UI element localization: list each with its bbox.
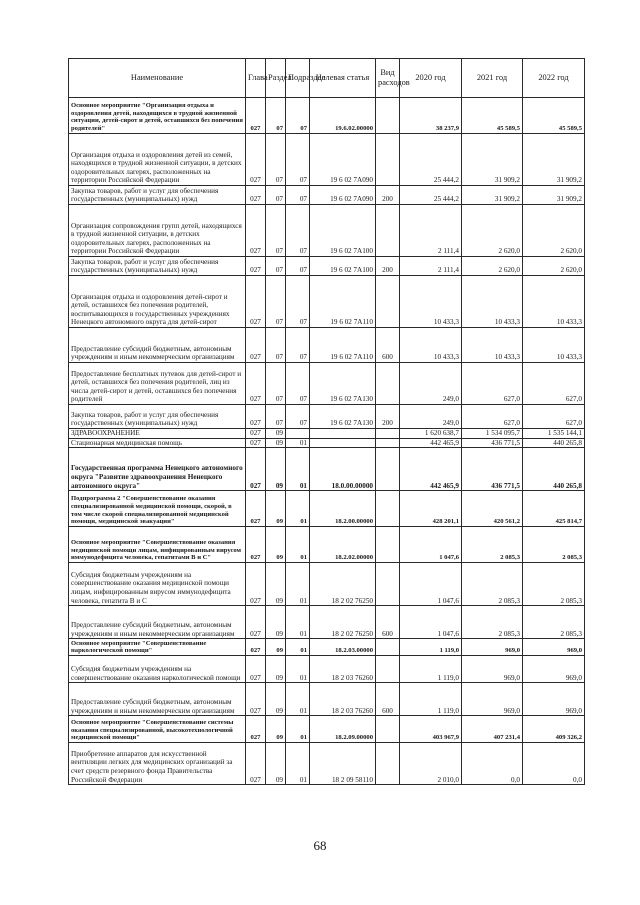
row-2021: 436 771,5 (462, 438, 523, 448)
row-name: Закупка товаров, работ и услуг для обеспечения государственных (муниципальных) нужд (69, 186, 246, 205)
row-2020: 2 111,4 (400, 205, 462, 257)
row-podrazdel: 07 (286, 328, 310, 363)
row-name: Основное мероприятие "Совершенствование системы оказания специализированной, высокотехнологичной медицинской помощи" (69, 716, 246, 743)
row-vid-rashodov (376, 205, 400, 257)
row-celevaya-statya: 19.6.02.00000 (310, 98, 376, 134)
row-2022: 1 535 144,1 (523, 429, 585, 439)
row-2021: 2 620,0 (462, 257, 523, 276)
row-podrazdel: 01 (286, 743, 310, 785)
row-2022: 2 085,3 (523, 527, 585, 563)
row-vid-rashodov (376, 98, 400, 134)
row-podrazdel: 01 (286, 716, 310, 743)
header-vid-rashodov: Вид расходов (376, 59, 400, 98)
row-celevaya-statya: 18.2.00.00000 (310, 491, 376, 527)
row-glava: 027 (246, 683, 266, 716)
row-celevaya-statya: 18 2 03 76260 (310, 656, 376, 683)
row-podrazdel: 07 (286, 363, 310, 405)
row-2022: 425 814,7 (523, 491, 585, 527)
row-vid-rashodov (376, 743, 400, 785)
row-vid-rashodov (376, 527, 400, 563)
row-2020: 249,0 (400, 363, 462, 405)
row-name: Субсидия бюджетным учреждениям на совершенствование оказания медицинской помощи лицам, инфицированным вирусом иммунодефицита человека, гепатита В и С (69, 563, 246, 606)
row-glava: 027 (246, 639, 266, 656)
row-celevaya-statya: 19 6 02 7А110 (310, 276, 376, 328)
row-name: Приобретение аппаратов для искусственной вентиляции легких для медицинских организаций за счет средств резервного фонда Правительства Российской Федерации (69, 743, 246, 785)
row-razdel: 07 (266, 98, 286, 134)
table-row (69, 438, 585, 448)
row-celevaya-statya: 19 6 02 7А130 (310, 363, 376, 405)
row-celevaya-statya: 19 6 02 7А100 (310, 205, 376, 257)
row-razdel: 09 (266, 639, 286, 656)
row-razdel: 07 (266, 328, 286, 363)
row-razdel: 09 (266, 656, 286, 683)
table-row (69, 743, 585, 785)
row-vid-rashodov (376, 429, 400, 439)
row-vid-rashodov: 200 (376, 405, 400, 429)
row-2020: 442 465,9 (400, 448, 462, 491)
row-2021: 31 909,2 (462, 134, 523, 186)
row-name: Закупка товаров, работ и услуг для обеспечения государственных (муниципальных) нужд (69, 405, 246, 429)
row-celevaya-statya: 19 6 02 7А100 (310, 257, 376, 276)
row-2022: 969,0 (523, 683, 585, 716)
table-row (69, 563, 585, 606)
row-2022: 10 433,3 (523, 276, 585, 328)
row-2021: 627,0 (462, 363, 523, 405)
row-2021: 969,0 (462, 656, 523, 683)
header-glava: Глава (246, 59, 266, 98)
row-podrazdel: 07 (286, 98, 310, 134)
row-podrazdel: 07 (286, 257, 310, 276)
row-2020: 403 967,9 (400, 716, 462, 743)
row-2021: 1 534 095,7 (462, 429, 523, 439)
row-celevaya-statya: 18.2.03.00000 (310, 639, 376, 656)
row-2022: 0,0 (523, 743, 585, 785)
row-2022: 45 589,5 (523, 98, 585, 134)
row-2020: 10 433,3 (400, 328, 462, 363)
row-vid-rashodov (376, 656, 400, 683)
row-2022: 440 265,8 (523, 438, 585, 448)
row-razdel: 09 (266, 527, 286, 563)
row-2021: 2 620,0 (462, 205, 523, 257)
table-row (69, 257, 585, 276)
table-row (69, 491, 585, 527)
row-razdel: 09 (266, 438, 286, 448)
row-podrazdel: 07 (286, 186, 310, 205)
row-celevaya-statya: 18.2.09.00000 (310, 716, 376, 743)
budget-table (68, 58, 585, 785)
row-razdel: 07 (266, 257, 286, 276)
header-2020: 2020 год (400, 59, 462, 98)
row-vid-rashodov: 600 (376, 606, 400, 639)
row-vid-rashodov (376, 448, 400, 491)
row-2020: 10 433,3 (400, 276, 462, 328)
row-glava: 027 (246, 527, 266, 563)
row-2020: 2 010,0 (400, 743, 462, 785)
table-row (69, 527, 585, 563)
row-2021: 420 561,2 (462, 491, 523, 527)
row-2022: 409 326,2 (523, 716, 585, 743)
table-row (69, 639, 585, 656)
row-celevaya-statya (310, 429, 376, 439)
table-row (69, 328, 585, 363)
row-name: Основное мероприятие "Совершенствование оказания медицинской помощи лицам, инфицированным вирусом иммунодефицита человека, гепатитами В и С" (69, 527, 246, 563)
row-glava: 027 (246, 276, 266, 328)
row-glava: 027 (246, 328, 266, 363)
row-name: Организация отдыха и оздоровления детей-сирот и детей, оставшихся без попечения родителей, воспитывающихся в государственных учреждениях Ненецкого автономного округа для детей-сирот (69, 276, 246, 328)
row-celevaya-statya (310, 438, 376, 448)
row-name: Закупка товаров, работ и услуг для обеспечения государственных (муниципальных) нужд (69, 257, 246, 276)
row-podrazdel: 01 (286, 448, 310, 491)
row-2020: 25 444,2 (400, 134, 462, 186)
table-row (69, 683, 585, 716)
row-celevaya-statya: 19 6 02 7А130 (310, 405, 376, 429)
row-celevaya-statya: 18.2.02.00000 (310, 527, 376, 563)
row-name: ЗДРАВООХРАНЕНИЕ (69, 429, 246, 439)
row-glava: 027 (246, 716, 266, 743)
table-row (69, 716, 585, 743)
table-row (69, 276, 585, 328)
row-celevaya-statya: 18 2 02 76250 (310, 563, 376, 606)
row-2021: 407 231,4 (462, 716, 523, 743)
row-vid-rashodov (376, 639, 400, 656)
header-razdel: Раздел (266, 59, 286, 98)
row-podrazdel: 01 (286, 491, 310, 527)
row-glava: 027 (246, 363, 266, 405)
table-row (69, 448, 585, 491)
row-name: Государственная программа Ненецкого автономного округа "Развитие здравоохранения Ненецкого автономного округа" (69, 448, 246, 491)
row-name: Предоставление субсидий бюджетным, автономным учреждениям и иным некоммерческим организациям (69, 683, 246, 716)
row-name: Предоставление субсидий бюджетным, автономным учреждениям и иным некоммерческим организациям (69, 328, 246, 363)
row-2020: 1 119,0 (400, 683, 462, 716)
row-2020: 428 201,1 (400, 491, 462, 527)
row-2021: 0,0 (462, 743, 523, 785)
row-podrazdel: 07 (286, 405, 310, 429)
row-2021: 10 433,3 (462, 276, 523, 328)
row-2022: 440 265,8 (523, 448, 585, 491)
row-glava: 027 (246, 448, 266, 491)
row-2022: 2 085,3 (523, 606, 585, 639)
row-podrazdel: 07 (286, 205, 310, 257)
row-vid-rashodov (376, 134, 400, 186)
row-glava: 027 (246, 257, 266, 276)
row-podrazdel: 01 (286, 606, 310, 639)
row-2022: 969,0 (523, 639, 585, 656)
table-header-row (69, 59, 585, 98)
table-row (69, 363, 585, 405)
row-2022: 627,0 (523, 363, 585, 405)
header-name: Наименование (69, 59, 246, 98)
table-row (69, 656, 585, 683)
row-2020: 1 047,6 (400, 606, 462, 639)
row-name: Основное мероприятие "Совершенствование наркологической помощи" (69, 639, 246, 656)
row-celevaya-statya: 18 2 09 58110 (310, 743, 376, 785)
table-row (69, 606, 585, 639)
row-2022: 31 909,2 (523, 186, 585, 205)
row-razdel: 07 (266, 405, 286, 429)
row-2022: 10 433,3 (523, 328, 585, 363)
row-podrazdel: 01 (286, 438, 310, 448)
row-vid-rashodov (376, 563, 400, 606)
row-glava: 027 (246, 656, 266, 683)
row-glava: 027 (246, 438, 266, 448)
row-name: Субсидия бюджетным учреждениям на совершенствование оказания наркологической помощи (69, 656, 246, 683)
row-2022: 2 085,3 (523, 563, 585, 606)
row-name: Подпрограмма 2 "Совершенствование оказания специализированной медицинской помощи, скорой, в том числе скорой специализированной медицинской помощи, медицинской эвакуации" (69, 491, 246, 527)
row-2020: 2 111,4 (400, 257, 462, 276)
row-celevaya-statya: 18.0.00.00000 (310, 448, 376, 491)
row-razdel: 09 (266, 429, 286, 439)
row-celevaya-statya: 18 2 03 76260 (310, 683, 376, 716)
page-number: 68 (313, 838, 327, 853)
row-razdel: 07 (266, 134, 286, 186)
row-glava: 027 (246, 606, 266, 639)
row-razdel: 09 (266, 491, 286, 527)
row-razdel: 09 (266, 683, 286, 716)
row-celevaya-statya: 19 6 02 7А110 (310, 328, 376, 363)
row-2020: 1 119,0 (400, 639, 462, 656)
row-glava: 027 (246, 563, 266, 606)
row-razdel: 07 (266, 186, 286, 205)
row-2020: 249,0 (400, 405, 462, 429)
row-razdel: 09 (266, 606, 286, 639)
row-2021: 2 085,3 (462, 563, 523, 606)
row-name: Организация сопровождения групп детей, находящихся в трудной жизненной ситуации, в детских оздоровительных лагерях, расположенных на территории Российской Федерации (69, 205, 246, 257)
row-razdel: 07 (266, 205, 286, 257)
header-celevaya-statya: Целевая статья (310, 59, 376, 98)
row-2021: 45 589,5 (462, 98, 523, 134)
row-2021: 969,0 (462, 639, 523, 656)
row-name: Стационарная медицинская помощь (69, 438, 246, 448)
row-name: Организация отдыха и оздоровления детей из семей, находящихся в трудной жизненной ситуации, в детских оздоровительных лагерях, расположенных на территории Российской Федерации (69, 134, 246, 186)
row-podrazdel: 07 (286, 276, 310, 328)
table-row (69, 98, 585, 134)
row-podrazdel: 07 (286, 134, 310, 186)
table-row (69, 134, 585, 186)
row-2020: 442 465,9 (400, 438, 462, 448)
row-podrazdel: 01 (286, 639, 310, 656)
row-2021: 436 771,5 (462, 448, 523, 491)
row-vid-rashodov (376, 276, 400, 328)
row-vid-rashodov: 600 (376, 328, 400, 363)
row-vid-rashodov: 200 (376, 257, 400, 276)
row-2021: 627,0 (462, 405, 523, 429)
row-glava: 027 (246, 491, 266, 527)
row-name: Основное мероприятие "Организация отдыха и оздоровления детей, находящихся в трудной жизненной ситуации, детей-сирот и детей, оставшихся без попечения родителей" (69, 98, 246, 134)
row-2022: 969,0 (523, 656, 585, 683)
row-2022: 627,0 (523, 405, 585, 429)
row-vid-rashodov: 200 (376, 186, 400, 205)
row-glava: 027 (246, 743, 266, 785)
header-2021: 2021 год (462, 59, 523, 98)
row-vid-rashodov: 600 (376, 683, 400, 716)
header-2022: 2022 год (523, 59, 585, 98)
row-2020: 1 047,6 (400, 527, 462, 563)
row-glava: 027 (246, 429, 266, 439)
table-row (69, 405, 585, 429)
row-2020: 38 237,9 (400, 98, 462, 134)
row-2022: 2 620,0 (523, 205, 585, 257)
row-podrazdel: 01 (286, 683, 310, 716)
row-razdel: 09 (266, 563, 286, 606)
row-2020: 1 047,6 (400, 563, 462, 606)
row-glava: 027 (246, 186, 266, 205)
row-razdel: 09 (266, 743, 286, 785)
row-2021: 2 085,3 (462, 527, 523, 563)
row-vid-rashodov (376, 438, 400, 448)
row-razdel: 09 (266, 448, 286, 491)
row-razdel: 09 (266, 716, 286, 743)
row-podrazdel: 01 (286, 563, 310, 606)
row-vid-rashodov (376, 491, 400, 527)
row-glava: 027 (246, 205, 266, 257)
row-podrazdel: 01 (286, 527, 310, 563)
row-2020: 1 119,0 (400, 656, 462, 683)
row-2020: 25 444,2 (400, 186, 462, 205)
row-2020: 1 620 638,7 (400, 429, 462, 439)
row-podrazdel: 01 (286, 656, 310, 683)
row-razdel: 07 (266, 276, 286, 328)
row-glava: 027 (246, 134, 266, 186)
row-glava: 027 (246, 405, 266, 429)
row-name: Предоставление субсидий бюджетным, автономным учреждениям и иным некоммерческим организациям (69, 606, 246, 639)
row-2022: 31 909,2 (523, 134, 585, 186)
row-podrazdel (286, 429, 310, 439)
row-2021: 10 433,3 (462, 328, 523, 363)
row-vid-rashodov (376, 363, 400, 405)
row-glava: 027 (246, 98, 266, 134)
table-row (69, 205, 585, 257)
header-podrazdel: Подраздел (286, 59, 310, 98)
row-vid-rashodov (376, 716, 400, 743)
row-celevaya-statya: 19 6 02 7А090 (310, 134, 376, 186)
row-2021: 969,0 (462, 683, 523, 716)
row-2021: 31 909,2 (462, 186, 523, 205)
row-name: Предоставление бесплатных путевок для детей-сирот и детей, оставшихся без попечения родителей, лиц из числа детей-сирот и детей, оставшихся без попечения родителей (69, 363, 246, 405)
row-2021: 2 085,3 (462, 606, 523, 639)
row-celevaya-statya: 18 2 02 76250 (310, 606, 376, 639)
row-celevaya-statya: 19 6 02 7А090 (310, 186, 376, 205)
table-row (69, 429, 585, 439)
row-razdel: 07 (266, 363, 286, 405)
row-2022: 2 620,0 (523, 257, 585, 276)
table-row (69, 186, 585, 205)
